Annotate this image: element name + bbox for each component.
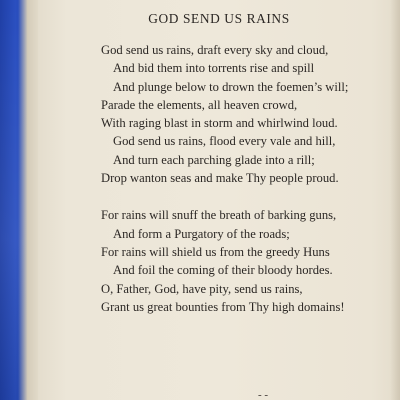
- poem-line: For rains will snuff the breath of barking guns,: [101, 208, 337, 223]
- poem-body: [101, 41, 348, 316]
- poem-line: And foil the coming of their bloody hordes.: [113, 263, 333, 278]
- book-page: [38, 0, 400, 400]
- poem-line: And plunge below to drown the foemen’s will;: [113, 79, 349, 94]
- poem-stanza: [101, 41, 348, 187]
- poem-line: Drop wanton seas and make Thy people proud.: [101, 171, 339, 186]
- poem-line: Parade the elements, all heaven crowd,: [101, 97, 298, 112]
- page-edge-shadow: [390, 0, 400, 400]
- poem-line: For rains will shield us from the greedy Huns: [101, 244, 330, 259]
- poem-line: With raging blast in storm and whirlwind loud.: [101, 116, 338, 131]
- poem-line: Grant us great bounties from Thy high domains!: [101, 299, 345, 314]
- poem-title: GOD SEND US RAINS: [148, 11, 290, 26]
- poem-line: And bid them into torrents rise and spill: [113, 61, 315, 76]
- poem-line: God send us rains, flood every vale and hill,: [113, 134, 336, 149]
- poem-line: O, Father, God, have pity, send us rains,: [101, 281, 303, 296]
- page-number-fragment: - -: [257, 392, 269, 398]
- poem-line: God send us rains, draft every sky and cloud,: [101, 43, 329, 57]
- poem-line: And turn each parching glade into a rill;: [113, 152, 315, 167]
- poem-line: And form a Purgatory of the roads;: [113, 226, 290, 241]
- poem-stanza: [101, 206, 348, 316]
